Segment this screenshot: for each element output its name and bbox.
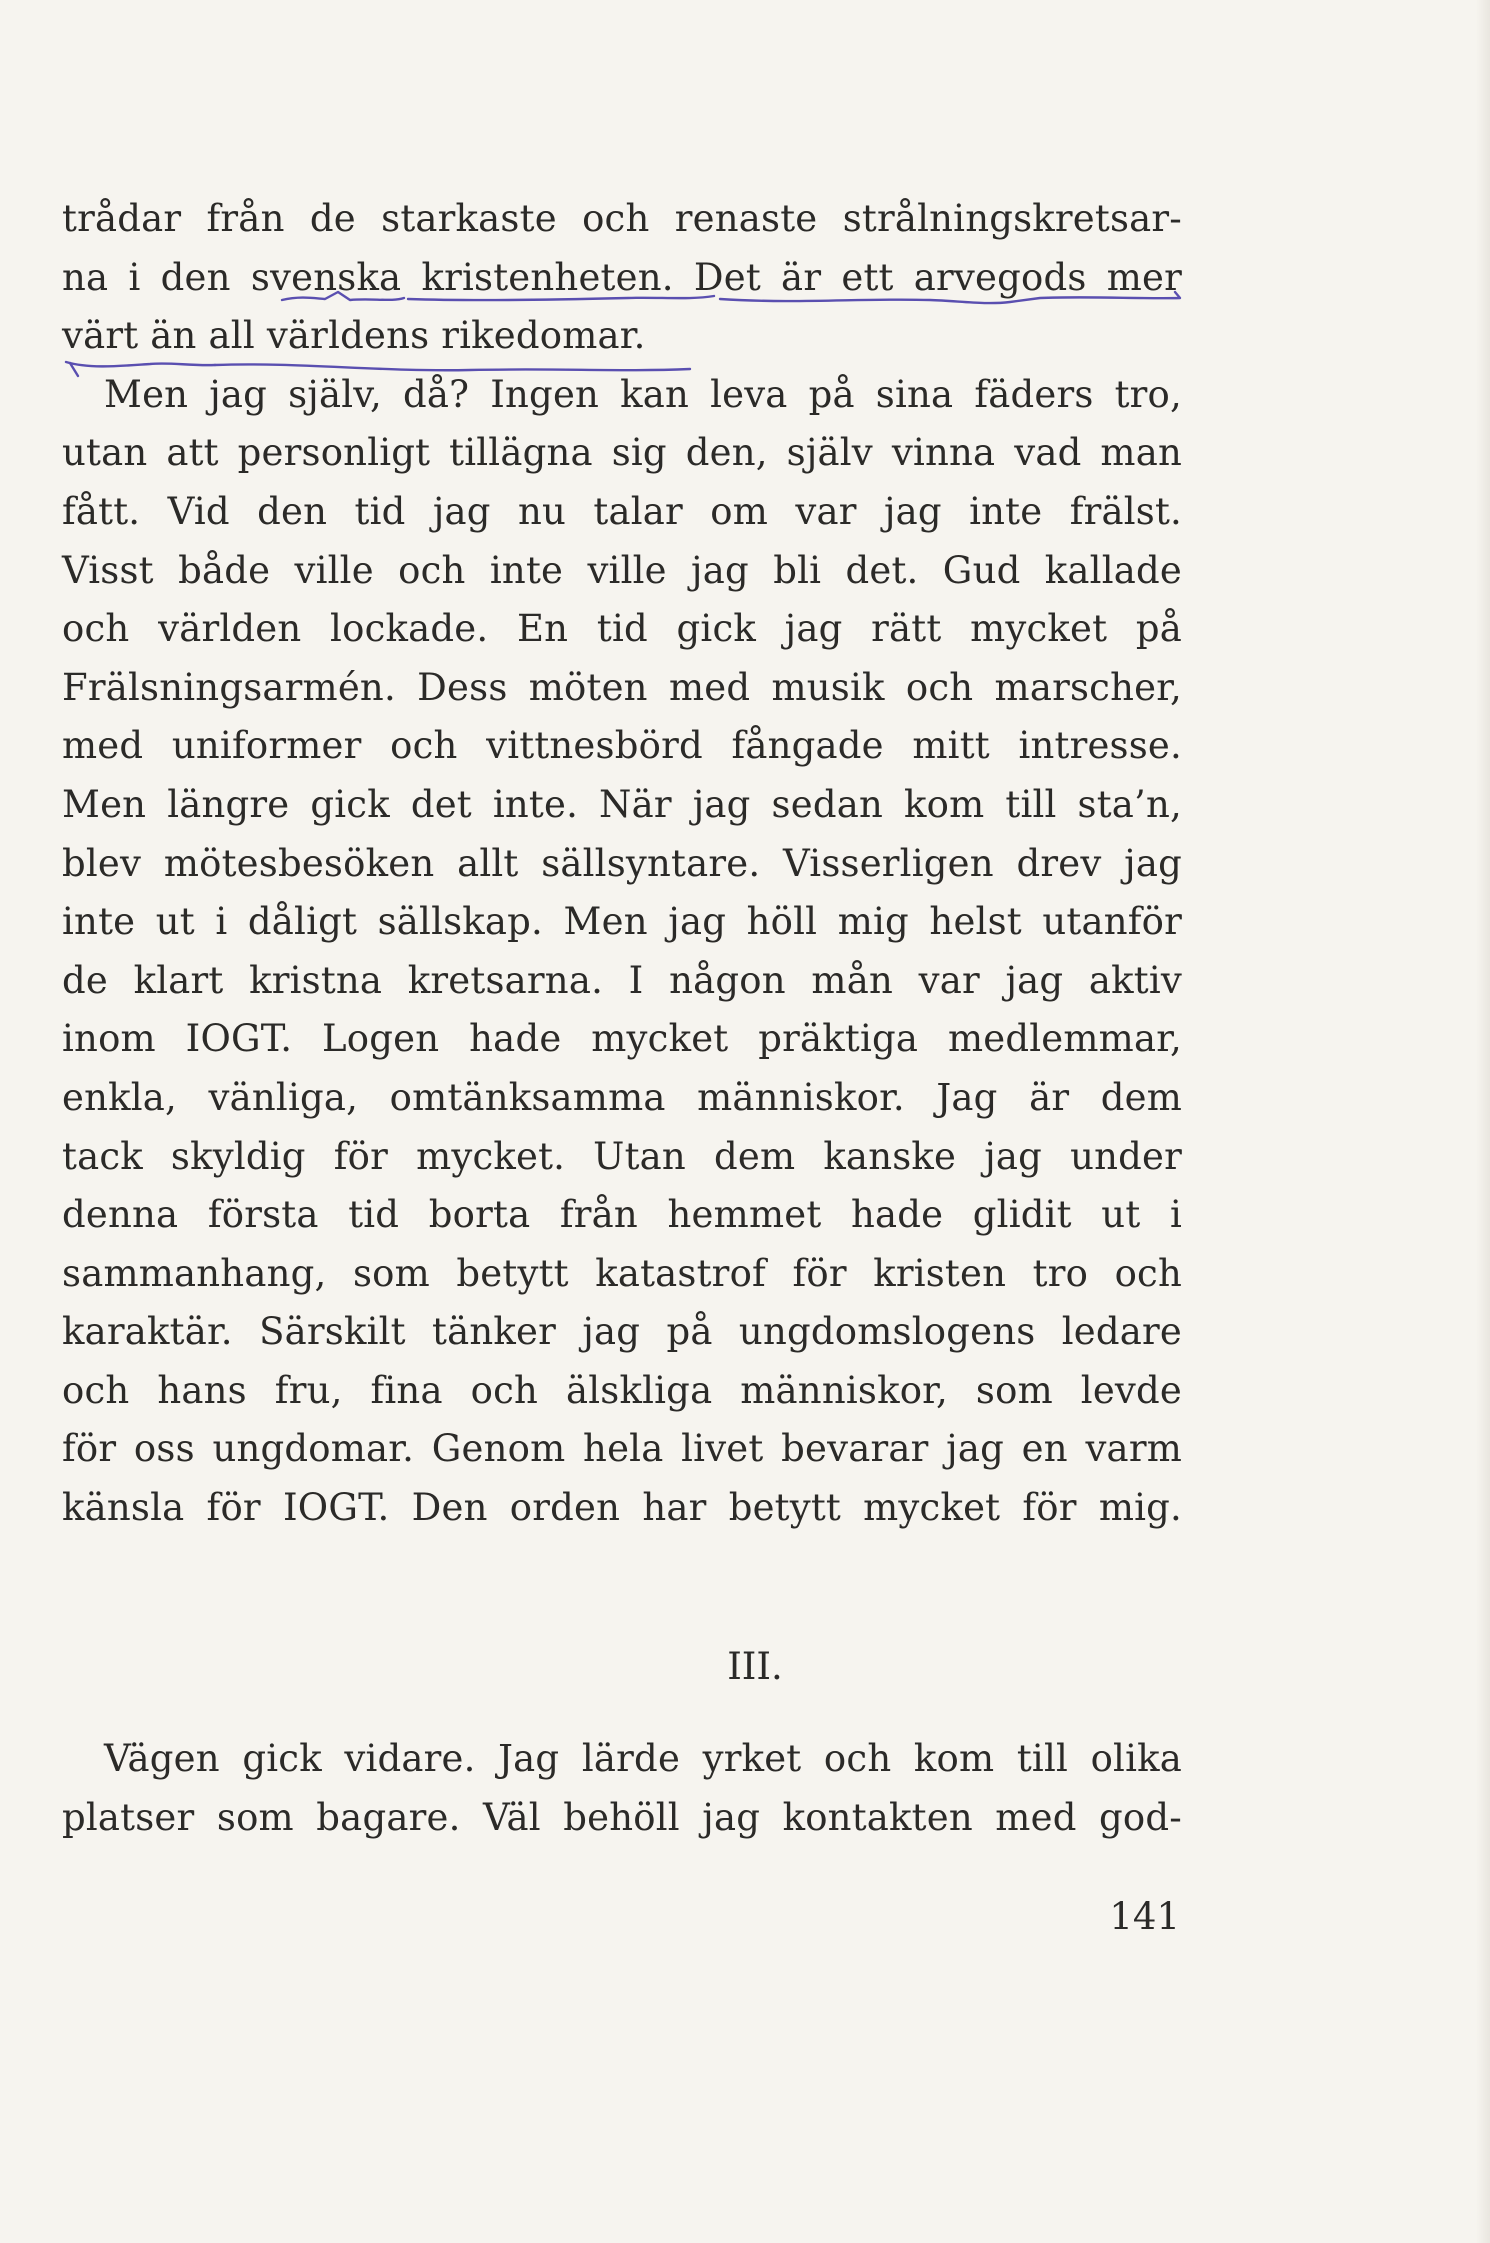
- text-line: tack skyldig för mycket. Utan dem kanske jag under: [62, 1134, 1182, 1178]
- section-heading: III.: [727, 1645, 783, 1688]
- text-line: Frälsningsarmén. Dess möten med musik och marscher,: [62, 665, 1182, 709]
- text-line: och världen lockade. En tid gick jag rätt mycket på: [62, 607, 1182, 651]
- text-line: inte ut i dåligt sällskap. Men jag höll mig helst utanför: [62, 900, 1182, 944]
- text-line: platser som bagare. Väl behöll jag kontakten med god-: [62, 1795, 1182, 1839]
- text-line: inom IOGT. Logen hade mycket präktiga medlemmar,: [62, 1017, 1182, 1061]
- body-text: [62, 190, 1182, 1538]
- text-line: känsla för IOGT. Den orden har betytt mycket för mig.: [62, 1486, 1182, 1530]
- text-line: för oss ungdomar. Genom hela livet bevarar jag en varm: [62, 1427, 1182, 1471]
- text-line: utan att personligt tillägna sig den, själv vinna vad man: [62, 431, 1182, 475]
- text-line: de klart kristna kretsarna. I någon mån var jag aktiv: [62, 958, 1182, 1002]
- text-line: Visst både ville och inte ville jag bli det. Gud kallade: [62, 548, 1182, 592]
- text-line: trådar från de starkaste och renaste strålningskretsar-: [62, 197, 1182, 240]
- text-line: enkla, vänliga, omtänksamma människor. Jag är dem: [62, 1075, 1182, 1119]
- text-line: värt än all världens rikedomar.: [62, 314, 646, 358]
- text-line: sammanhang, som betytt katastrof för kristen tro och: [62, 1251, 1182, 1295]
- text-line: och hans fru, fina och älskliga människor, som levde: [62, 1368, 1182, 1412]
- text-line: na i den svenska kristenheten. Det är ett arvegods mer: [62, 255, 1182, 299]
- text-line: Men längre gick det inte. När jag sedan kom till sta’n,: [62, 782, 1182, 826]
- page-number: 141: [1109, 1895, 1180, 1938]
- text-line: med uniformer och vittnesbörd fångade mitt intresse.: [62, 724, 1182, 768]
- text-line: blev mötesbesöken allt sällsyntare. Visserligen drev jag: [62, 841, 1182, 885]
- paragraph-start-line: Vägen gick vidare. Jag lärde yrket och kom till olika: [104, 1737, 1182, 1780]
- text-line: karaktär. Särskilt tänker jag på ungdomslogens ledare: [62, 1310, 1182, 1354]
- paragraph-start-line: Men jag själv, då? Ingen kan leva på sina fäders tro,: [104, 372, 1182, 416]
- body-text-continued: [62, 1730, 1182, 1847]
- text-line: fått. Vid den tid jag nu talar om var jag inte frälst.: [62, 489, 1182, 533]
- text-line: denna första tid borta från hemmet hade glidit ut i: [62, 1193, 1182, 1237]
- page-edge: [1476, 0, 1490, 2243]
